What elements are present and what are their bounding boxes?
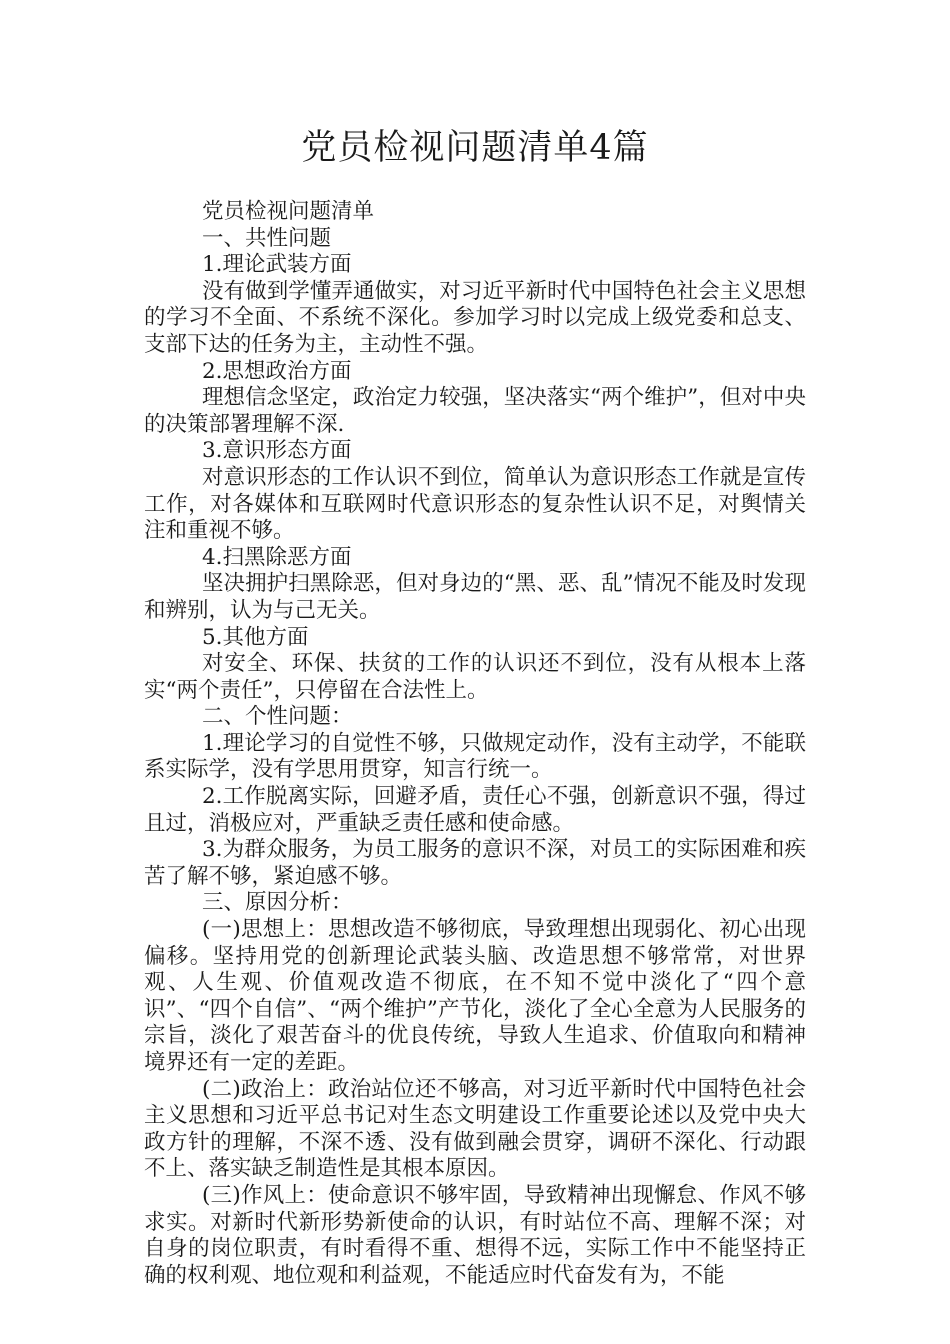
subsection-heading: 5.其他方面 — [202, 624, 309, 650]
body-paragraph: 理想信念坚定，政治定力较强，坚决落实“两个维护”，但对中央的决策部署理解不深. — [144, 385, 806, 437]
body-paragraph: 1.理论学习的自觉性不够，只做规定动作，没有主动学，不能联系实际学，没有学思用贯穿，知言行统一。 — [144, 730, 806, 783]
section-heading: 三、原因分析： — [202, 890, 353, 916]
body-paragraph: (三)作风上：使命意识不够牢固，导致精神出现懈怠、作风不够求实。对新时代新形势新使命的认识，有时站位不高、理解不深；对自身的岗位职责，有时看得不重、想得不远，实际工作中不能坚持正确的权利观、地位观和利益观，不能适应时代奋发有为，不能 — [144, 1182, 806, 1288]
section-heading: 一、共性问题 — [202, 225, 332, 251]
body-paragraph: 坚决拥护扫黑除恶，但对身边的“黑、恶、乱”情况不能及时发现和辨别，认为与己无关。 — [144, 571, 806, 623]
body-paragraph: (二)政治上：政治站位还不够高，对习近平新时代中国特色社会主义思想和习近平总书记对生态文明建设工作重要论述以及党中央大政方针的理解，不深不透、没有做到融会贯穿，调研不深化、行动跟不上、落实缺乏制造性是其根本原因。 — [144, 1076, 806, 1182]
subsection-heading: 1.理论武装方面 — [202, 252, 352, 278]
subsection-heading: 2.思想政治方面 — [202, 358, 352, 384]
document-title: 党员检视问题清单4篇 — [301, 128, 649, 168]
section-heading: 党员检视问题清单 — [202, 199, 375, 224]
body-paragraph: 没有做到学懂弄通做实，对习近平新时代中国特色社会主义思想的学习不全面、不系统不深化。参加学习时以完成上级党委和总支、支部下达的任务为主，主动性不强。 — [144, 278, 806, 357]
subsection-heading: 4.扫黑除恶方面 — [202, 544, 352, 570]
document-body — [144, 199, 806, 1289]
body-paragraph: 对安全、环保、扶贫的工作的认识还不到位，没有从根本上落实“两个责任”，只停留在合法性上。 — [144, 651, 806, 703]
body-paragraph: 2.工作脱离实际，回避矛盾，责任心不强，创新意识不强，得过且过，消极应对，严重缺乏责任感和使命感。 — [144, 784, 806, 836]
subsection-heading: 3.意识形态方面 — [202, 438, 352, 464]
body-paragraph: 3.为群众服务，为员工服务的意识不深，对员工的实际困难和疾苦了解不够，紧迫感不够。 — [144, 837, 806, 889]
section-heading: 二、个性问题： — [202, 704, 353, 730]
body-paragraph: (一)思想上：思想改造不够彻底，导致理想出现弱化、初心出现偏移。坚持用党的创新理论武装头脑、改造思想不够常常，对世界观、人生观、价值观改造不彻底，在不知不觉中淡化了“四个意识”、“四个自信”、“两个维护”产节化，淡化了全心全意为人民服务的宗旨，淡化了艰苦奋斗的优良传统，导致人生追求、价值取向和精神境界还有一定的差距。 — [144, 917, 806, 1075]
body-paragraph: 对意识形态的工作认识不到位，简单认为意识形态工作就是宣传工作，对各媒体和互联网时代意识形态的复杂性认识不足，对舆情关注和重视不够。 — [144, 464, 806, 544]
